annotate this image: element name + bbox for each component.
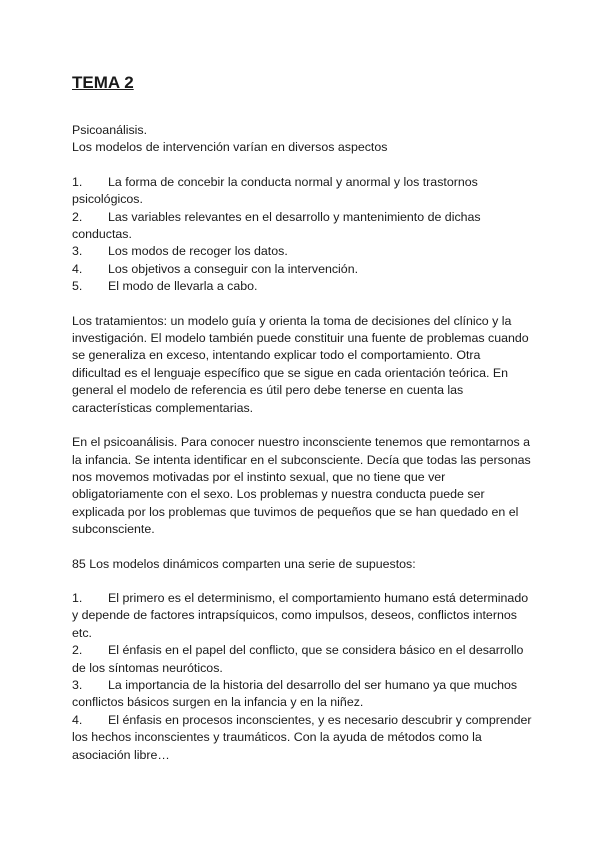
list-item [72, 712, 532, 764]
list-item [72, 278, 532, 295]
page-title: TEMA 2 [72, 73, 134, 92]
list-supuestos [72, 590, 532, 764]
document-page [72, 72, 532, 764]
list-item-text: La forma de concebir la conducta normal y anormal y los trastornos psicológicos. [72, 174, 478, 207]
list-item-text: El modo de llevarla a cabo. [108, 279, 258, 294]
list-item [72, 642, 532, 677]
intro-line-1: Psicoanálisis. [72, 123, 148, 137]
list-item-text: La importancia de la historia del desarrollo del ser humano ya que muchos conflictos básicos surgen en la infancia y en la niñez. [72, 677, 518, 710]
list-item-number: 4. [72, 261, 83, 276]
list-item-text: Los modos de recoger los datos. [108, 244, 288, 259]
list-item-number: 1. [72, 590, 83, 605]
list-item-text: El énfasis en el papel del conflicto, que se considera básico en el desarrollo de los síntomas neuróticos. [72, 643, 524, 675]
list-aspects [72, 174, 532, 296]
list-item-number: 5. [72, 279, 83, 294]
list-item-text: El primero es el determinismo, el comportamiento humano está determinado y depende de factores intrapsíquicos, como impulsos, deseos, conflictos internos etc. [72, 590, 529, 640]
paragraph-psicoanalisis: En el psicoanálisis. Para conocer nuestro inconsciente tenemos que remontarnos a la infancia. Se intenta identificar en el subconsciente. Decía que todas las personas nos movemos motivadas por el instinto sexual, que no tiene que ver obligatoriamente con el sexo. Los problemas y nuestra conducta puede ser explicada por los problemas que tuvimos de pequeños que se han quedado en el subconsciente. [72, 435, 531, 537]
intro-line-2: Los modelos de intervención varían en diversos aspectos [72, 140, 388, 155]
paragraph-tratamientos: Los tratamientos: un modelo guía y orienta la toma de decisiones del clínico y la investigación. El modelo también puede constituir una fuente de problemas cuando se generaliza en exceso, intentando explicar todo el comportamiento. Otra dificultad es el lenguaje específico que se sigue en cada orientación teórica. En general el modelo de referencia es útil pero debe tenerse en cuenta las características complementarias. [72, 313, 529, 415]
list-item-number: 1. [72, 174, 83, 189]
list-item [72, 261, 532, 278]
paragraph-modelos-dinamicos: 85 Los modelos dinámicos comparten una serie de supuestos: [72, 556, 416, 571]
list-item [72, 590, 532, 642]
list-item-number: 3. [72, 677, 83, 692]
list-item-text: Los objetivos a conseguir con la intervención. [108, 261, 359, 276]
list-item [72, 174, 532, 209]
list-item-number: 3. [72, 244, 83, 259]
list-item-number: 2. [72, 643, 83, 658]
list-item [72, 677, 532, 712]
list-item-text: El énfasis en procesos inconscientes, y es necesario descubrir y comprender los hechos inconscientes y traumáticos. Con la ayuda de métodos como la asociación libre… [72, 712, 532, 762]
list-item [72, 209, 532, 244]
list-item-number: 2. [72, 209, 83, 224]
list-item [72, 243, 532, 260]
list-item-number: 4. [72, 712, 83, 727]
list-item-text: Las variables relevantes en el desarrollo y mantenimiento de dichas conductas. [72, 209, 481, 242]
